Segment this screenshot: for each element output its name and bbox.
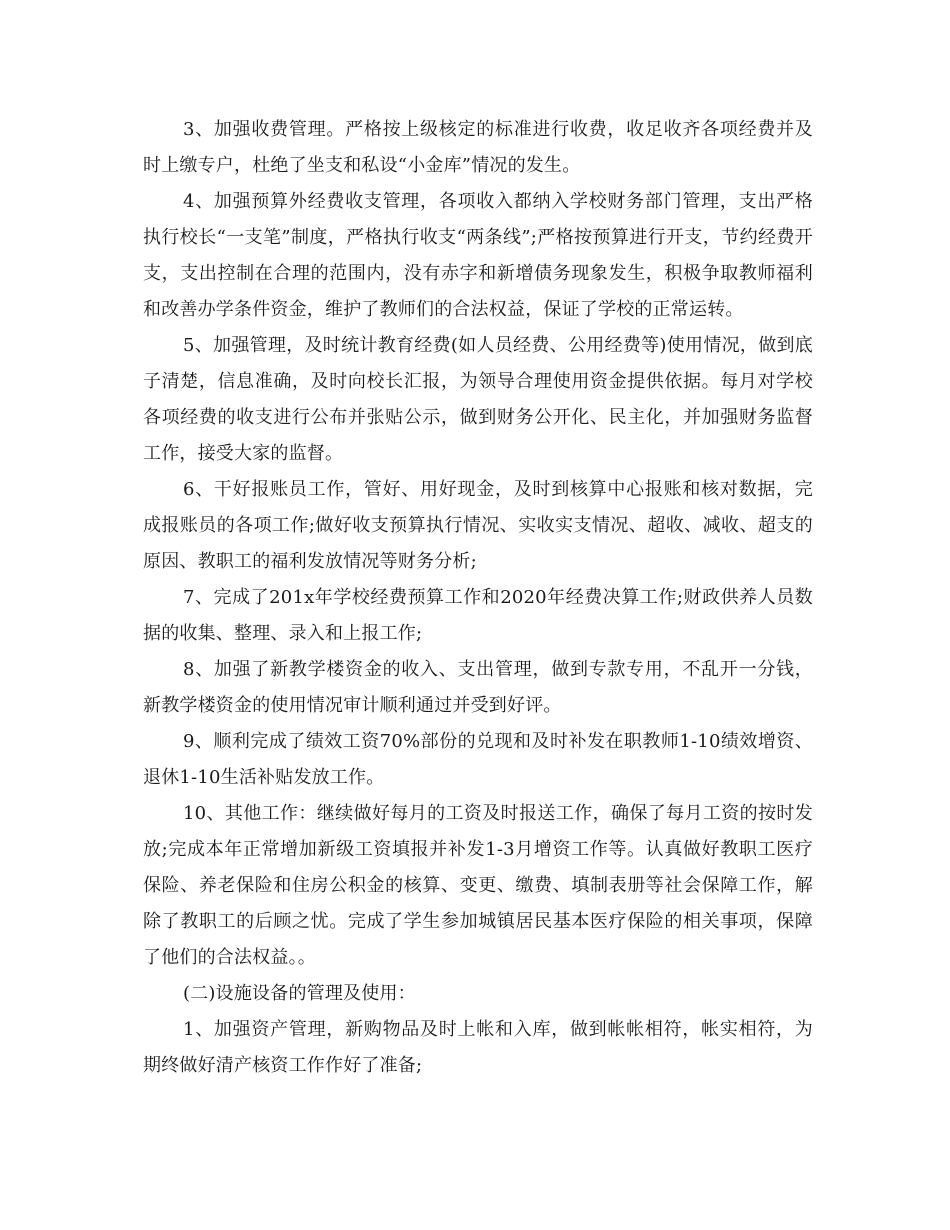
section-heading-facilities: (二)设施设备的管理及使用： [183, 983, 416, 1004]
paragraph-budget-final-accounts: 7、完成了201x年学校经费预算工作和2020年经费决算工作;财政供养人员数据的收集、整理、录入和上报工作; [143, 587, 813, 644]
paragraph-extra-budget-funds: 4、加强预算外经费收支管理，各项收入都纳入学校财务部门管理，支出严格执行校长“一支笔”制度，严格执行收支“两条线”;严格按预算进行开支，节约经费开支，支出控制在合理的范围内，没有赤字和新增债务现象发生，积极争取教师福利和改善办学条件资金，维护了教师们的合法权益，保证了学校的正常运转。 [143, 191, 813, 320]
paragraph-asset-management: 1、加强资产管理，新购物品及时上帐和入库，做到帐帐相符，帐实相符，为期终做好清产核资工作作好了准备; [143, 1019, 813, 1076]
paragraph-performance-pay: 9、顺利完成了绩效工资70%部份的兑现和及时补发在职教师1-10绩效增资、退休1-10生活补贴发放工作。 [143, 731, 813, 788]
paragraph-new-building-funds: 8、加强了新教学楼资金的收入、支出管理，做到专款专用，不乱开一分钱，新教学楼资金的使用情况审计顺利通过并受到好评。 [143, 659, 813, 716]
paragraph-other-work: 10、其他工作：继续做好每月的工资及时报送工作，确保了每月工资的按时发放;完成本年正常增加新级工资填报并补发1-3月增资工作等。认真做好教职工医疗保险、养老保险和住房公积金的核算、变更、缴费、填制表册等社会保障工作，解除了教职工的后顾之忧。完成了学生参加城镇居民基本医疗保险的相关事项，保障了他们的合法权益。。 [143, 803, 813, 968]
paragraph-fund-statistics: 5、加强管理，及时统计教育经费(如人员经费、公用经费等)使用情况，做到底子清楚，信息准确，及时向校长汇报，为领导合理使用资金提供依据。每月对学校各项经费的收支进行公布并张贴公示，做到财务公开化、民主化，并加强财务监督工作，接受大家的监督。 [143, 335, 813, 464]
paragraph-accountant-work: 6、干好报账员工作，管好、用好现金，及时到核算中心报账和核对数据，完成报账员的各项工作;做好收支预算执行情况、实收实支情况、超收、减收、超支的原因、教职工的福利发放情况等财务分析; [143, 479, 813, 572]
paragraph-fee-management: 3、加强收费管理。严格按上级核定的标准进行收费，收足收齐各项经费并及时上缴专户，杜绝了坐支和私设“小金库”情况的发生。 [143, 119, 813, 176]
document-body [143, 112, 813, 1084]
